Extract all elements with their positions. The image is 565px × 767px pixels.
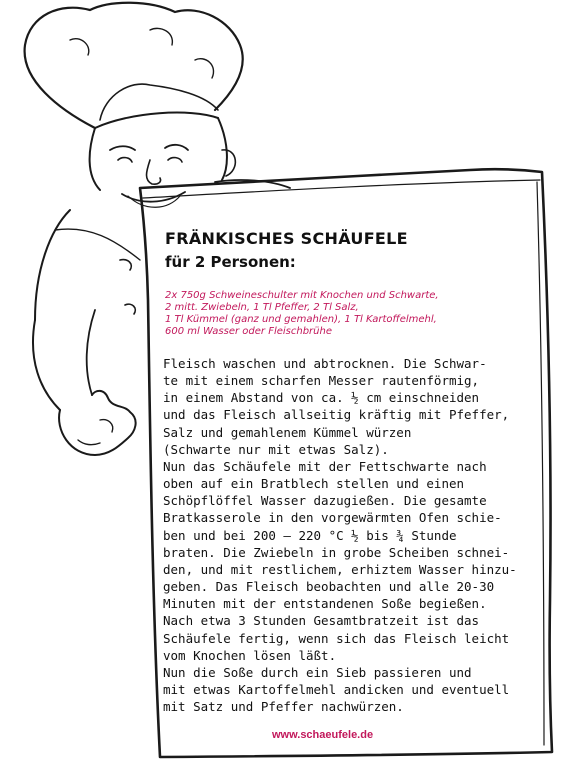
instruction-line: te mit einem scharfen Messer rautenförmig, <box>163 373 480 389</box>
instruction-line: mit Satz und Pfeffer nachwürzen. <box>163 699 404 715</box>
instruction-line: Schäufele fertig, wenn sich das Fleisch leicht <box>163 630 510 646</box>
ingredients-list <box>165 290 525 338</box>
chef-face <box>90 128 100 190</box>
instruction-line: Bratkasserole in den vorgewärmten Ofen schie- <box>163 510 502 526</box>
ingredient-line: 2x 750g Schweineschulter mit Knochen und Schwarte, <box>165 290 439 301</box>
ingredient-line: 600 ml Wasser oder Fleischbrühe <box>165 326 332 337</box>
instruction-line: in einem Abstand von ca. ½ cm einschneiden <box>163 390 480 406</box>
chef-hat <box>25 3 243 128</box>
instruction-line: Minuten mit der entstandenen Soße begießen. <box>163 596 487 612</box>
ingredient-line: 2 mitt. Zwiebeln, 1 Tl Pfeffer, 2 Tl Salz, <box>165 302 359 313</box>
instruction-line: Fleisch waschen und abtrocknen. Die Schwar- <box>163 356 487 371</box>
instruction-line: den, und mit restlichem, erhiztem Wasser hinzu- <box>163 561 517 577</box>
website-link[interactable]: www.schaeufele.de <box>272 729 374 741</box>
recipe-subtitle: für 2 Personen: <box>165 253 296 271</box>
instruction-line: Salz und gemahlenem Kümmel würzen <box>163 424 412 440</box>
instruction-line: Nun die Soße durch ein Sieb passieren und <box>163 664 472 680</box>
instruction-line: braten. Die Zwiebeln in grobe Scheiben schnei- <box>163 544 510 560</box>
instruction-line: geben. Das Fleisch beobachten und alle 20-30 <box>163 579 495 595</box>
chef-body <box>35 210 70 320</box>
recipe-title: FRÄNKISCHES SCHÄUFELE <box>165 229 408 248</box>
instruction-line: (Schwarte nur mit etwas Salz). <box>163 441 389 457</box>
ingredient-line: 1 Tl Kümmel (ganz und gemahlen), 1 Tl Kartoffelmehl, <box>165 314 437 325</box>
instruction-line: vom Knochen lösen läßt. <box>163 647 337 663</box>
instruction-line: Schöpflöffel Wasser dazugießen. Die gesamte <box>163 493 487 509</box>
chef-arm <box>33 320 60 410</box>
instruction-line: ben und bei 200 – 220 °C ½ bis ¾ Stunde <box>163 527 457 543</box>
instruction-line: Nun das Schäufele mit der Fettschwarte nach <box>163 458 487 474</box>
instruction-line: mit etwas Kartoffelmehl andicken und eventuell <box>163 681 510 697</box>
instruction-line: Nach etwa 3 Stunden Gesamtbratzeit ist das <box>163 613 480 629</box>
chef-hand <box>59 391 136 455</box>
instruction-line: oben auf ein Bratblech stellen und einen <box>163 476 465 492</box>
instruction-line: und das Fleisch allseitig kräftig mit Pfeffer, <box>163 407 510 423</box>
instructions-text <box>163 355 533 715</box>
